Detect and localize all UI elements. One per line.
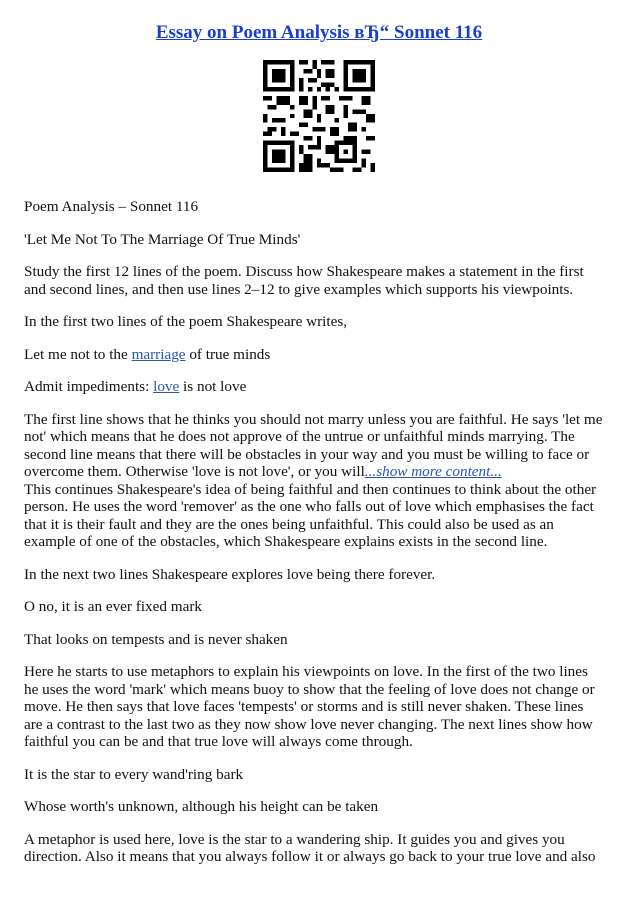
quote-text: of true minds [185,345,271,363]
quote-text: Admit impediments: [24,378,154,395]
page-title-link[interactable]: Essay on Poem Analysis вЂ“ Sonnet 116 [155,22,483,43]
body-paragraph-2: This continues Shakespeare's idea of being faithful and then continues to think about the other person. He uses the word 'remover' as the one who falls out of love which emphasises the fact that it is their fault and they are the ones being unfaithful. This could also be used as an example of one of the obstacles, which Shakespeare explains exists in the second line. [24,480,597,550]
body-paragraph-4: Here he starts to use metaphors to explain his viewpoints on love. In the first of the two lines he uses the word 'mark' which means buoy to show that the feeling of love does not change or move. He then says that love faces 'tempests' or storms and is still never shaken. These lines are a contrast to the last two as they now show love never changing. The next lines show how faithful you can be and that true love will always come through. [24,663,595,750]
paragraph-text: The first line shows that he thinks you should not marry unless you are faithful. He says 'let me not' which means that he does not approve of the untrue or unfaithful minds marrying. The second line means that there will be obstacles in your way and you must be willing to face or overcome them. Otherwise 'love is not love', or you will [24,410,603,480]
quote-line-1 [24,346,604,364]
quote-text: is not love [179,378,247,395]
article-subtitle: 'Let Me Not To The Marriage Of True Minds' [24,230,301,248]
quote-line-2 [24,378,604,396]
quote-line-4: That looks on tempests and is never shaken [24,630,288,648]
quote-line-3: O no, it is an ever fixed mark [24,598,202,615]
body-paragraph-3: In the next two lines Shakespeare explores love being there forever. [24,565,436,583]
show-more-link[interactable]: ...show more content... [364,463,502,480]
quote-line-5: It is the star to every wand'ring bark [24,765,244,783]
article-body [24,198,604,881]
article-heading: Poem Analysis – Sonnet 116 [24,198,199,215]
task-paragraph: Study the first 12 lines of the poem. Discuss how Shakespeare makes a statement in the first and second lines, and then use lines 2–12 to give examples which supports his viewpoints. [24,263,584,298]
quote-text: Let me not to the [24,345,132,363]
marriage-link[interactable]: marriage [131,345,186,363]
quote-line-6: Whose worth's unknown, although his height can be taken [24,798,379,815]
body-paragraph-5: A metaphor is used here, love is the star to a wandering ship. It guides you and gives you direction. Also it means that you always follow it or always go back to your true love and also [24,830,596,865]
intro-paragraph: In the first two lines of the poem Shakespeare writes, [24,313,348,330]
body-paragraph-1 [24,411,604,481]
love-link[interactable]: love [153,378,180,395]
qr-code-icon [263,60,375,172]
